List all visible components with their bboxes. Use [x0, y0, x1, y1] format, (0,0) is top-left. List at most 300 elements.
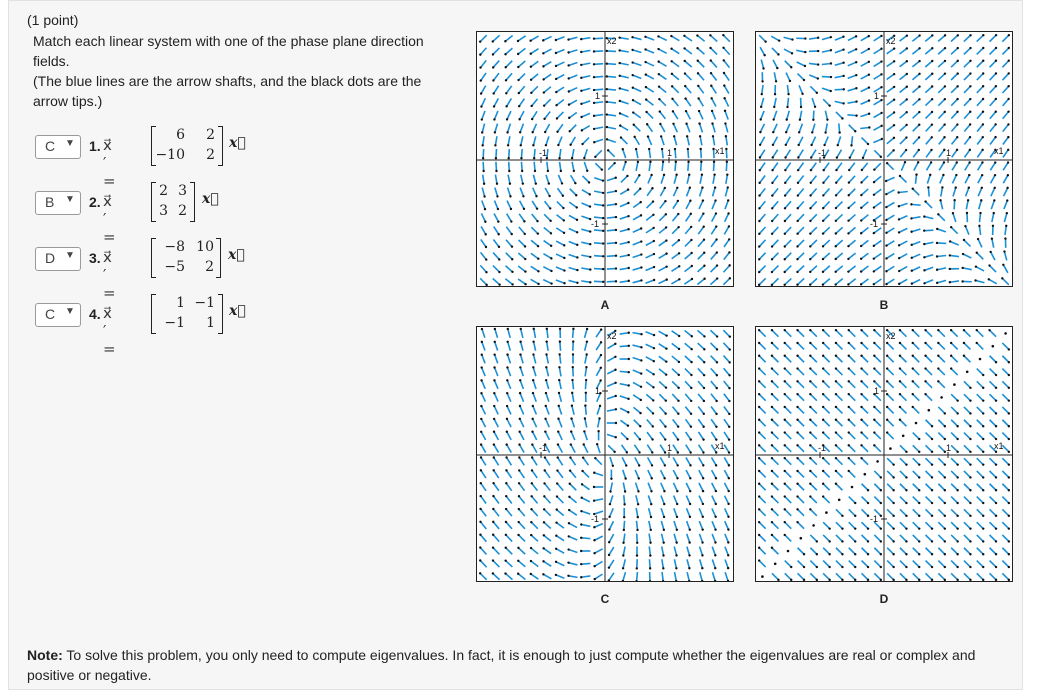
- arrow-tip: [822, 380, 824, 382]
- arrow-tip: [635, 148, 637, 150]
- arrow-tip: [825, 511, 828, 514]
- arrow-shaft: [725, 213, 729, 221]
- arrow-tip: [969, 476, 971, 478]
- arrow-shaft: [773, 150, 778, 158]
- arrow-tip: [505, 79, 507, 81]
- arrow-shaft: [711, 266, 718, 273]
- arrow-tip: [1007, 149, 1009, 151]
- arrow-tip: [847, 258, 849, 260]
- arrow-shaft: [568, 576, 577, 578]
- arrow-shaft: [520, 367, 523, 376]
- arrow-shaft: [699, 483, 703, 491]
- arrow-tip: [494, 131, 496, 133]
- arrow-tip: [583, 157, 585, 159]
- arrow-shaft: [633, 345, 642, 347]
- arrow-tip: [905, 463, 907, 465]
- arrow-tip: [640, 386, 642, 388]
- arrow-shaft: [849, 458, 856, 465]
- arrow-tip: [677, 400, 679, 402]
- arrow-shaft: [1003, 163, 1008, 171]
- arrow-shaft: [633, 63, 642, 66]
- arrow-shaft: [963, 254, 971, 258]
- arrow-tip: [956, 412, 958, 414]
- arrow-tip: [848, 470, 850, 472]
- arrow-tip: [758, 355, 760, 357]
- arrow-shaft: [480, 548, 486, 555]
- chevron-down-icon: ▼: [65, 250, 75, 261]
- arrow-tip: [1008, 348, 1010, 350]
- arrow-shaft: [725, 559, 728, 568]
- arrow-tip: [880, 125, 882, 127]
- arrow-tip: [593, 37, 595, 39]
- arrow-shaft: [700, 136, 702, 145]
- arrow-tip: [728, 225, 730, 227]
- arrow-shaft: [900, 573, 907, 580]
- arrow-tip: [969, 399, 971, 401]
- arrow-tip: [728, 490, 730, 492]
- arrow-shaft: [493, 573, 500, 579]
- arrow-tip: [689, 200, 691, 202]
- arrow-tip: [608, 566, 610, 568]
- arrow-shaft: [977, 445, 984, 452]
- arrow-tip: [675, 174, 677, 176]
- arrow-tip: [905, 527, 907, 529]
- arrow-shaft: [557, 497, 564, 504]
- arrow-tip: [758, 271, 760, 273]
- arrow-tip: [835, 169, 837, 171]
- arrow-shaft: [786, 137, 790, 145]
- arrow-shaft: [772, 201, 778, 208]
- arrow-shaft: [712, 214, 716, 222]
- arrow-tip: [873, 367, 875, 369]
- arrow-shaft: [570, 484, 577, 491]
- arrow-shaft: [887, 61, 895, 66]
- arrow-shaft: [874, 369, 881, 376]
- arrow-tip: [652, 386, 654, 388]
- arrow-tip: [678, 239, 680, 241]
- arrow-tip: [492, 546, 494, 548]
- arrow-shaft: [811, 163, 816, 170]
- arrow-shaft: [759, 433, 766, 440]
- arrow-tip: [762, 67, 764, 69]
- answer-select-2[interactable]: [35, 191, 81, 215]
- arrow-tip: [569, 144, 571, 146]
- arrow-tip: [606, 62, 608, 64]
- arrow-tip: [828, 566, 830, 568]
- arrow-shaft: [543, 62, 551, 67]
- arrow-tip: [809, 207, 811, 209]
- arrow-tip: [537, 245, 539, 247]
- arrow-tip: [714, 186, 716, 188]
- arrow-tip: [982, 412, 984, 414]
- arrow-tip: [530, 92, 532, 94]
- arrow-shaft: [874, 548, 881, 555]
- arrow-shaft: [623, 572, 626, 581]
- answer-select-1[interactable]: [35, 135, 81, 159]
- tick-label: -1: [870, 219, 879, 229]
- arrow-tip: [482, 170, 484, 172]
- arrow-tip: [885, 180, 887, 182]
- arrow-shaft: [950, 241, 959, 245]
- arrow-shaft: [862, 458, 869, 465]
- arrow-tip: [771, 521, 773, 523]
- arrow-shaft: [560, 162, 561, 171]
- arrow-tip: [640, 359, 642, 361]
- arrow-shaft: [521, 329, 523, 338]
- arrow-shaft: [585, 367, 586, 376]
- arrow-tip: [593, 76, 595, 78]
- arrow-shaft: [556, 575, 565, 578]
- arrow-tip: [847, 245, 849, 247]
- arrow-shaft: [926, 356, 933, 363]
- arrow-tip: [867, 502, 869, 504]
- arrow-tip: [837, 144, 839, 146]
- arrow-tip: [969, 85, 971, 87]
- arrow-tip: [665, 360, 667, 362]
- arrow-shaft: [672, 74, 679, 80]
- arrow-tip: [576, 244, 578, 246]
- arrow-tip: [485, 233, 487, 235]
- arrow-shaft: [977, 343, 984, 350]
- arrow-tip: [572, 366, 574, 368]
- arrow-shaft: [951, 420, 958, 427]
- arrow-shaft: [594, 139, 603, 142]
- arrow-shaft: [482, 111, 485, 120]
- arrow-tip: [867, 540, 869, 542]
- arrow-shaft: [583, 176, 590, 183]
- arrow-shaft: [620, 242, 629, 244]
- arrow-shaft: [558, 124, 563, 131]
- arrow-shaft: [925, 280, 934, 283]
- arrow-shaft: [556, 37, 565, 40]
- arrow-shaft: [990, 548, 997, 555]
- arrow-shaft: [760, 137, 765, 145]
- arrow-shaft: [672, 49, 680, 54]
- arrow-shaft: [620, 229, 629, 231]
- arrow-shaft: [597, 406, 600, 415]
- arrow-tip: [507, 157, 509, 159]
- arrow-shaft: [798, 445, 805, 452]
- arrow-shaft: [533, 419, 537, 427]
- arrow-shaft: [861, 266, 868, 272]
- arrow-tip: [710, 72, 712, 74]
- arrow-shaft: [848, 75, 857, 78]
- arrow-tip: [633, 124, 635, 126]
- arrow-shaft: [839, 123, 840, 132]
- arrow-tip: [873, 206, 875, 208]
- arrow-tip: [532, 405, 534, 407]
- arrow-tip: [518, 482, 520, 484]
- arrow-tip: [664, 451, 666, 453]
- arrow-shaft: [887, 356, 894, 363]
- arrow-tip: [665, 226, 667, 228]
- arrow-tip: [518, 92, 520, 94]
- answer-select-4[interactable]: [35, 303, 81, 327]
- arrow-shaft: [874, 356, 881, 363]
- arrow-shaft: [647, 407, 654, 414]
- arrow-tip: [848, 393, 850, 395]
- arrow-tip: [918, 85, 920, 87]
- arrow-tip: [843, 75, 845, 77]
- arrow-tip: [936, 282, 938, 284]
- arrow-tip: [923, 215, 925, 217]
- arrow-shaft: [900, 36, 907, 42]
- arrow-tip: [556, 131, 558, 133]
- arrow-shaft: [672, 214, 678, 221]
- arrow-tip: [860, 283, 862, 285]
- arrow-shaft: [810, 445, 817, 452]
- arrow-shaft: [531, 548, 538, 554]
- arrow-tip: [671, 85, 673, 87]
- arrow-tip: [593, 500, 595, 502]
- arrow-tip: [594, 578, 596, 580]
- arrow-shaft: [900, 407, 907, 414]
- arrow-shaft: [874, 163, 881, 170]
- arrow-tip: [847, 283, 849, 285]
- arrow-tip: [1002, 264, 1004, 266]
- arrow-shaft: [887, 548, 894, 555]
- arrow-shaft: [533, 367, 536, 376]
- arrow-tip: [899, 355, 901, 357]
- arrow-tip: [978, 225, 980, 227]
- arrow-tip: [650, 174, 652, 176]
- arrow-shaft: [913, 509, 920, 516]
- arrow-shaft: [992, 239, 994, 248]
- arrow-shaft: [559, 393, 561, 402]
- arrow-tip: [542, 39, 544, 41]
- arrow-shaft: [887, 420, 894, 427]
- answer-select-3[interactable]: [35, 247, 81, 271]
- arrow-tip: [784, 233, 786, 235]
- arrow-tip: [784, 495, 786, 497]
- arrow-shaft: [607, 51, 616, 52]
- arrow-shaft: [990, 458, 997, 465]
- arrow-shaft: [546, 393, 549, 402]
- arrow-tip: [593, 472, 595, 474]
- arrow-tip: [558, 392, 560, 394]
- arrow-shaft: [649, 546, 650, 555]
- arrow-shaft: [569, 242, 578, 245]
- arrow-shaft: [787, 111, 790, 120]
- arrow-shaft: [595, 458, 602, 465]
- arrow-shaft: [494, 432, 498, 440]
- arrow-tip: [542, 573, 544, 575]
- arrow-tip: [542, 65, 544, 67]
- arrow-shaft: [964, 48, 971, 54]
- arrow-tip: [773, 106, 775, 108]
- arrow-tip: [784, 483, 786, 485]
- arrow-shaft: [772, 573, 779, 580]
- arrow-shaft: [848, 240, 855, 246]
- tick-label: 1: [595, 91, 601, 101]
- system-lhs: x⃗ ′ =: [103, 136, 116, 190]
- arrow-tip: [784, 419, 786, 421]
- arrow-shaft: [952, 137, 958, 144]
- arrow-tip: [880, 566, 882, 568]
- arrow-shaft: [711, 356, 717, 363]
- arrow-shaft: [912, 280, 920, 284]
- arrow-shaft: [874, 74, 882, 79]
- arrow-tip: [822, 470, 824, 472]
- arrow-tip: [797, 169, 799, 171]
- arrow-shaft: [521, 342, 523, 351]
- arrow-tip: [860, 444, 862, 446]
- arrow-tip: [639, 438, 641, 440]
- arrow-tip: [606, 75, 608, 77]
- arrow-tip: [849, 156, 851, 158]
- arrow-tip: [873, 181, 875, 183]
- arrow-shaft: [493, 535, 499, 542]
- arrow-tip: [567, 548, 569, 550]
- arrow-tip: [671, 73, 673, 75]
- arrow-tip: [622, 148, 624, 150]
- arrow-shaft: [836, 381, 843, 388]
- arrow-tip: [631, 36, 633, 38]
- arrow-tip: [676, 490, 678, 492]
- arrow-tip: [860, 270, 862, 272]
- coefficient-matrix: [151, 238, 221, 278]
- arrow-shaft: [990, 420, 997, 427]
- arrow-tip: [710, 97, 712, 99]
- arrow-shaft: [977, 407, 984, 414]
- arrow-shaft: [483, 136, 484, 145]
- arrow-shaft: [926, 381, 933, 388]
- arrow-shaft: [887, 49, 895, 54]
- arrow-shaft: [925, 74, 932, 80]
- arrow-shaft: [990, 535, 997, 542]
- arrow-shaft: [1003, 150, 1008, 158]
- arrow-tip: [963, 239, 965, 241]
- arrow-shaft: [686, 111, 690, 119]
- arrow-tip: [492, 482, 494, 484]
- arrow-tip: [937, 367, 939, 369]
- arrow-tip: [645, 86, 647, 88]
- arrow-tip: [520, 144, 522, 146]
- arrow-shaft: [977, 369, 984, 376]
- arrow-tip: [809, 444, 811, 446]
- arrow-shaft: [759, 484, 766, 491]
- arrow-shaft: [863, 149, 867, 157]
- arrow-shaft: [990, 369, 997, 376]
- arrow-shaft: [812, 137, 816, 145]
- arrow-shaft: [848, 279, 855, 285]
- arrow-tip: [506, 431, 508, 433]
- arrow-shaft: [964, 561, 971, 568]
- arrow-tip: [677, 425, 679, 427]
- arrow-tip: [771, 258, 773, 260]
- arrow-tip: [687, 148, 689, 150]
- arrow-tip: [689, 516, 691, 518]
- arrow-shaft: [624, 534, 625, 543]
- arrow-shaft: [724, 419, 729, 427]
- arrow-tip: [508, 170, 510, 172]
- arrow-tip: [758, 220, 760, 222]
- arrow-tip: [567, 64, 569, 66]
- arrow-shaft: [633, 382, 641, 386]
- arrow-shaft: [861, 215, 868, 221]
- arrow-shaft: [849, 509, 856, 516]
- arrow-shaft: [700, 559, 703, 568]
- arrow-shaft: [698, 368, 704, 375]
- plot-label-B: B: [879, 298, 889, 312]
- arrow-shaft: [951, 573, 958, 580]
- arrow-tip: [563, 244, 565, 246]
- arrow-tip: [931, 540, 933, 542]
- arrow-shaft: [939, 125, 945, 132]
- arrow-shaft: [520, 111, 524, 119]
- arrow-tip: [956, 438, 958, 440]
- arrow-shaft: [546, 136, 549, 145]
- arrow-shaft: [659, 382, 666, 388]
- arrow-shaft: [672, 99, 678, 106]
- arrow-tip: [860, 380, 862, 382]
- arrow-tip: [860, 232, 862, 234]
- arrow-shaft: [519, 74, 526, 81]
- arrow-tip: [652, 227, 654, 229]
- arrow-shaft: [952, 162, 957, 170]
- arrow-tip: [531, 118, 533, 120]
- arrow-shaft: [506, 227, 511, 234]
- arrow-shaft: [647, 112, 654, 119]
- arrow-tip: [955, 186, 957, 188]
- arrow-tip: [911, 282, 913, 284]
- arrow-tip: [764, 40, 766, 42]
- arrow-tip: [771, 233, 773, 235]
- arrow-shaft: [672, 331, 680, 336]
- arrow-shaft: [659, 369, 666, 375]
- arrow-tip: [676, 529, 678, 531]
- arrow-shaft: [1003, 112, 1009, 119]
- arrow-shaft: [646, 344, 654, 348]
- arrow-tip: [886, 367, 888, 369]
- arrow-shaft: [687, 175, 689, 184]
- arrow-shaft: [938, 522, 945, 529]
- arrow-shaft: [836, 266, 843, 272]
- arrow-tip: [918, 98, 920, 100]
- arrow-tip: [600, 328, 602, 330]
- arrow-tip: [689, 529, 691, 531]
- arrow-shaft: [636, 495, 638, 504]
- arrow-tip: [606, 50, 608, 52]
- arrow-tip: [830, 62, 832, 64]
- arrow-tip: [758, 534, 760, 536]
- arrow-tip: [1007, 123, 1009, 125]
- arrow-tip: [969, 387, 971, 389]
- arrow-tip: [703, 278, 705, 280]
- arrow-shaft: [964, 458, 971, 465]
- arrow-shaft: [635, 175, 640, 183]
- arrow-tip: [956, 527, 958, 529]
- arrow-shaft: [698, 432, 703, 440]
- arrow-tip: [715, 400, 717, 402]
- arrow-tip: [703, 239, 705, 241]
- arrow-tip: [703, 335, 705, 337]
- arrow-tip: [784, 342, 786, 344]
- arrow-shaft: [556, 254, 564, 258]
- arrow-shaft: [978, 188, 982, 196]
- arrow-shaft: [823, 189, 829, 196]
- arrow-shaft: [785, 433, 792, 440]
- arrow-shaft: [699, 508, 703, 516]
- arrow-shaft: [937, 268, 946, 270]
- arrow-shaft: [861, 228, 868, 234]
- arrow-shaft: [698, 227, 703, 234]
- arrow-tip: [944, 553, 946, 555]
- arrow-shaft: [772, 240, 778, 247]
- arrow-shaft: [533, 188, 537, 196]
- arrow-shaft: [823, 535, 830, 542]
- arrow-tip: [627, 228, 629, 230]
